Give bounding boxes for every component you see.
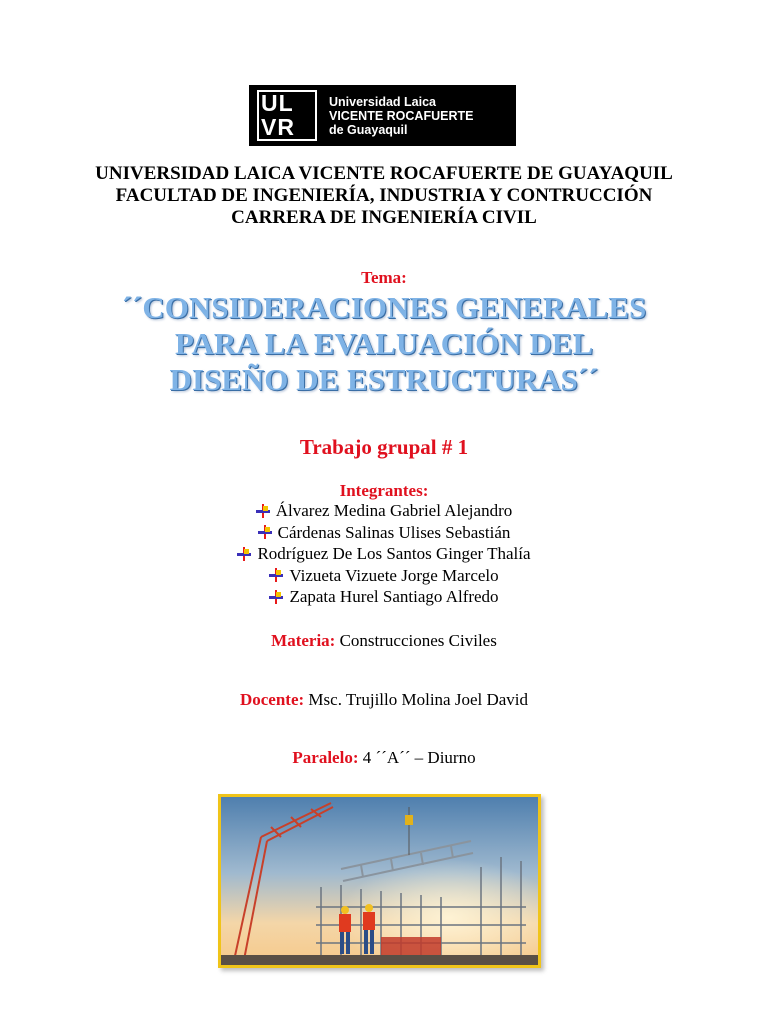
title-line3: DISEÑO DE ESTRUCTURAS´´ — [169, 362, 599, 397]
member-name: Zapata Hurel Santiago Alfredo — [289, 587, 499, 606]
university-logo — [249, 85, 516, 146]
integrantes-label: Integrantes: — [339, 481, 429, 500]
materia-row — [0, 631, 768, 651]
ulvr-monogram — [249, 85, 323, 146]
member-name: Álvarez Medina Gabriel Alejandro — [275, 501, 513, 520]
university-header — [0, 163, 768, 229]
bullet-icon — [258, 525, 272, 539]
title-line1: ´´CONSIDERACIONES GENERALES — [121, 290, 647, 325]
member-name: Cárdenas Salinas Ulises Sebastián — [277, 522, 511, 542]
materia-label: Materia: — [271, 631, 336, 650]
docente-value: Msc. Trujillo Molina Joel David — [308, 690, 529, 709]
member-name: Vizueta Vizuete Jorge Marcelo — [289, 565, 499, 585]
bullet-icon — [269, 568, 283, 582]
work-title: Trabajo grupal # 1 — [299, 435, 469, 459]
bullet-icon — [269, 590, 283, 604]
docente-label: Docente: — [239, 690, 305, 709]
bullet-icon — [256, 504, 270, 518]
logo-mark-line2: VR — [261, 114, 295, 140]
construction-photo — [218, 794, 541, 968]
logo-text-line1: Universidad Laica — [329, 94, 436, 109]
list-item — [0, 522, 768, 544]
title-line2: PARA LA EVALUACIÓN DEL — [174, 326, 594, 361]
materia-value: Construcciones Civiles — [339, 631, 497, 650]
members-list — [0, 500, 768, 608]
list-item — [0, 586, 768, 608]
list-item — [0, 565, 768, 587]
list-item — [0, 500, 768, 522]
tema-label: Tema: — [361, 268, 407, 287]
header-career: CARRERA DE INGENIERÍA CIVIL — [231, 207, 537, 228]
logo-text-line3: de Guayaquil — [329, 122, 408, 137]
bullet-icon — [237, 547, 251, 561]
logo-mark-line1: UL — [261, 90, 294, 116]
construction-scene-image — [221, 797, 538, 965]
paralelo-value: 4 ´´A´´ – Diurno — [362, 748, 476, 767]
header-faculty: FACULTAD DE INGENIERÍA, INDUSTRIA Y CONTRUCCIÓN — [115, 185, 653, 206]
logo-text-line2: VICENTE ROCAFUERTE — [329, 108, 474, 123]
member-name: Rodríguez De Los Santos Ginger Thalía — [257, 544, 531, 563]
header-university: UNIVERSIDAD LAICA VICENTE ROCAFUERTE DE GUAYAQUIL — [95, 163, 673, 184]
document-title — [0, 290, 768, 398]
docente-row — [0, 690, 768, 710]
list-item — [0, 543, 768, 565]
paralelo-label: Paralelo: — [292, 748, 359, 767]
paralelo-row — [0, 748, 768, 768]
logo-text — [329, 95, 473, 137]
